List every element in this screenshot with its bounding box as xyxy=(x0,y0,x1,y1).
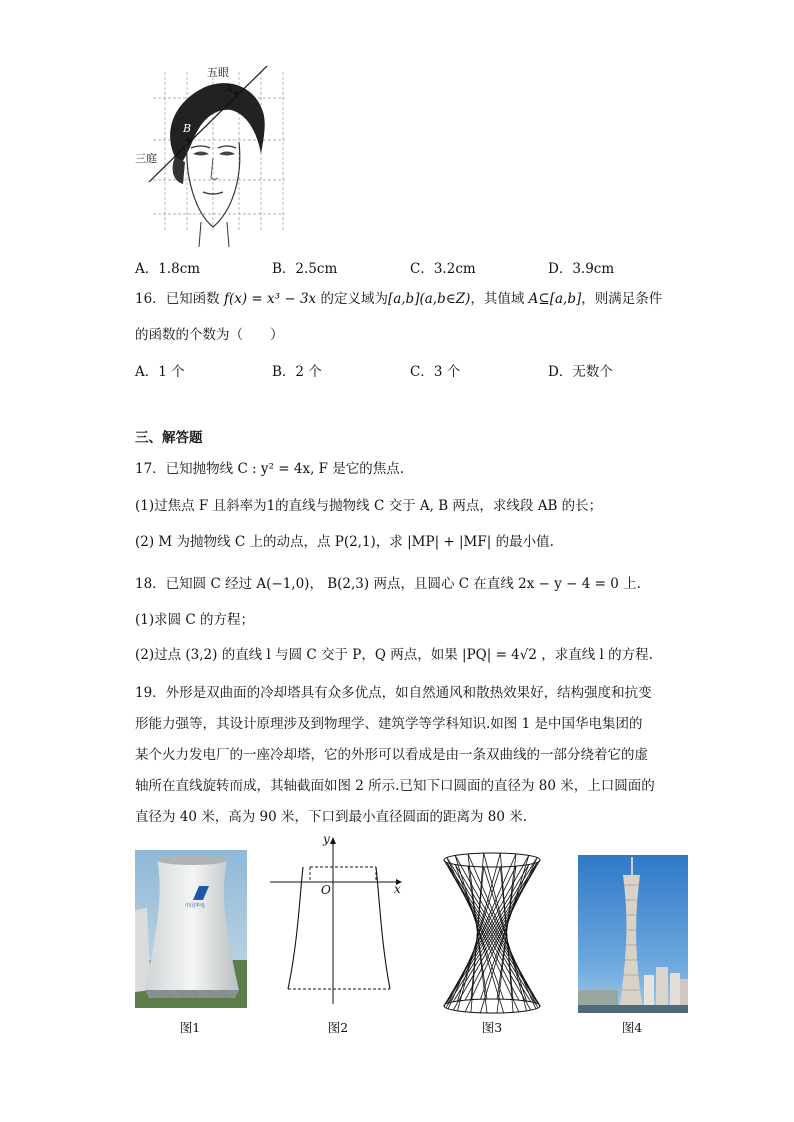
figure-3-hyperboloid-wireframe xyxy=(440,852,544,1014)
fig3-rim xyxy=(444,853,540,867)
q16-option-c[interactable]: C．3 个 xyxy=(410,364,461,380)
q16-option-a[interactable]: A．1 个 xyxy=(135,364,185,380)
q19-line-3: 某个火力发电厂的一座冷却塔，它的外形可以看成是由一条双曲线的一部分绕着它的虚 xyxy=(135,747,648,763)
q17-part1: (1)过焦点 F 且斜率为1的直线与抛物线 C 交于 A, B 两点，求线段 AB 的长； xyxy=(135,498,603,514)
fig2-origin-label: O xyxy=(321,883,331,897)
q19-line-1: 19．外形是双曲面的冷却塔具有众多优点，如自然通风和散热效果好，结构强度和抗变 xyxy=(135,685,652,701)
q15-option-a[interactable]: A．1.8cm xyxy=(135,261,201,277)
caption-figure-3: 图3 xyxy=(481,1020,503,1035)
q18-part1: (1)求圆 C 的方程； xyxy=(135,612,255,628)
q16-stem: 16．已知函数 f(x) = x³ − 3x 的定义域为[a,b](a,b∈Z)，其值域 A⊆[a,b]，则满足条件 xyxy=(135,291,663,307)
caption-figure-1: 图1 xyxy=(179,1020,201,1035)
section-title: 三、解答题 xyxy=(135,430,203,446)
caption-figure-4: 图4 xyxy=(621,1020,643,1035)
q19-line-4: 轴所在直线旋转而成，其轴截面如图 2 所示.已知下口圆面的直径为 80 米，上口圆面的 xyxy=(135,778,655,794)
fig2-x-label: x xyxy=(394,882,401,896)
q18-stem: 18．已知圆 C 经过 A(−1,0)， B(2,3) 两点，且圆心 C 在直线 2x − y − 4 = 0 上. xyxy=(135,576,641,592)
q19-line-5: 直径为 40 米，高为 90 米，下口到最小直径圆面的距离为 80 米. xyxy=(135,809,528,825)
figure-2-axial-section xyxy=(268,832,408,1007)
q16-option-d[interactable]: D．无数个 xyxy=(548,364,613,380)
figure-4-canton-tower-photo xyxy=(578,855,688,1013)
q19-line-2: 形能力强等，其设计原理涉及到物理学、建筑学等学科知识.如图 1 是中国华电集团的 xyxy=(135,716,643,732)
q15-option-b[interactable]: B．2.5cm xyxy=(272,261,338,277)
fig2-y-label: y xyxy=(323,832,330,846)
q15-option-d[interactable]: D．3.9cm xyxy=(548,261,615,277)
point-a-label: A xyxy=(225,82,233,95)
caption-figure-2: 图2 xyxy=(327,1020,349,1035)
face-sketch xyxy=(135,62,290,247)
wuyan-label: 五眼 xyxy=(207,66,229,79)
figure-1-cooling-tower-photo xyxy=(135,850,247,1008)
q15-option-c[interactable]: C．3.2cm xyxy=(410,261,476,277)
q16-line2: 的函数的个数为（ ） xyxy=(135,327,284,343)
santing-label: 三庭 xyxy=(135,152,157,165)
q16-option-b[interactable]: B．2 个 xyxy=(272,364,322,380)
fig3-ruling-line xyxy=(446,858,537,1004)
tower-logo-text: 中国华电 xyxy=(185,903,206,909)
face-proportion-figure xyxy=(135,62,290,247)
point-b-label: B xyxy=(183,122,192,135)
q17-part2: (2) M 为抛物线 C 上的动点，点 P(2,1)，求 |MP| + |MF| 的最小值. xyxy=(135,534,554,550)
q18-part2: (2)过点 (3,2) 的直线 l 与圆 C 交于 P，Q 两点，如果 |PQ| = 4√2 ，求直线 l 的方程. xyxy=(135,647,653,663)
q17-stem: 17．已知抛物线 C : y² = 4x, F 是它的焦点. xyxy=(135,461,405,477)
